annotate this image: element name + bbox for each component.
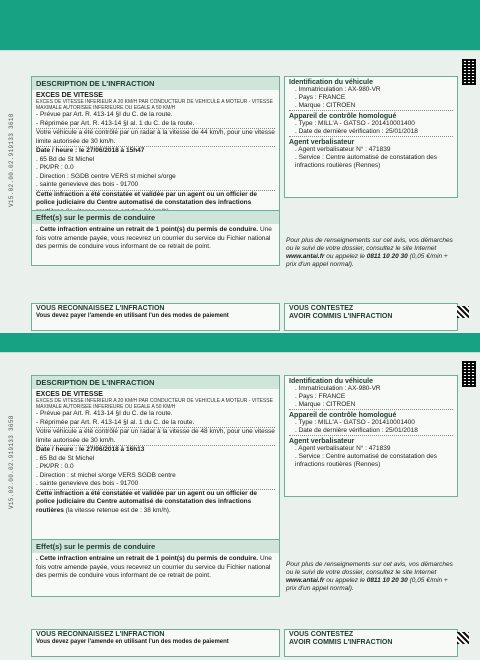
agent-title: Agent verbalisateur bbox=[289, 438, 355, 445]
antai-link[interactable]: www.antai.fr bbox=[286, 577, 325, 584]
vehicle-registration: . Immatriculation : AX-980-VR bbox=[295, 86, 381, 93]
device-title: Appareil de contrôle homologué bbox=[289, 113, 397, 120]
validation-bold: Cette infraction a été constatée et validée par un agent ou un officier de police judiciaire du Centre automatisé de constatation des infractions routières bbox=[36, 489, 258, 514]
identification-panel bbox=[284, 76, 458, 198]
agent-service: . Service : Centre automatisé de constatation des infractions routières (Rennes) bbox=[295, 453, 437, 468]
location-city: . sainte genevieve des bois - 91700 bbox=[36, 480, 275, 490]
vehicle-title: Identification du véhicule bbox=[289, 79, 374, 86]
date-time: Date / heure : le 27/06/2018 à 15h47 bbox=[36, 147, 145, 154]
contestez-sub: AVOIR COMMIS L'INFRACTION bbox=[289, 313, 393, 320]
radar-speed-text: Votre véhicule a été contrôlé par un radar à la vitesse de 48 km/h, pour une vitesse limite autorisée de 30 km/h. bbox=[36, 428, 275, 446]
info-block bbox=[286, 561, 454, 593]
rule-prevue: - Prévue par Art. R. 413-14 §I du C. de la route. bbox=[36, 111, 173, 118]
device-check-date: . Date de dernière vérification : 25/01/2018 bbox=[289, 427, 453, 436]
effects-text bbox=[36, 226, 275, 252]
vehicle-country: . Pays : FRANCE bbox=[295, 94, 346, 101]
contestez-sub: AVOIR COMMIS L'INFRACTION bbox=[289, 639, 393, 646]
vehicle-brand: . Marque : CITROEN bbox=[289, 401, 453, 410]
antai-link[interactable]: www.antai.fr bbox=[286, 253, 325, 260]
device-title: Appareil de contrôle homologué bbox=[289, 412, 397, 419]
side-reference-code: V15.02.00.02.919133 3658 bbox=[8, 415, 15, 509]
info-text: Pour plus de renseignements sur cet avis, vos démarches ou le suivi de votre dossier, consultez le site Internet bbox=[286, 237, 453, 252]
qr-code-icon bbox=[462, 361, 476, 387]
device-type: . Type : MILL'A - GATSO - 201410001400 bbox=[295, 120, 415, 127]
agent-number: . Agent verbalisateur N° : 471839 bbox=[295, 445, 391, 452]
rule-prevue: - Prévue par Art. R. 413-14 §I du C. de la route. bbox=[36, 410, 173, 417]
qr-code-small-icon bbox=[457, 632, 469, 644]
contest-box bbox=[284, 629, 458, 657]
offence-title: EXCES DE VITESSE bbox=[36, 391, 103, 398]
notice-sheet-1 bbox=[0, 50, 480, 333]
identification-panel bbox=[284, 375, 458, 497]
effects-title: Effet(s) sur le permis de conduire bbox=[32, 211, 279, 224]
pay-box bbox=[31, 303, 280, 331]
location-pkpr: . PK/PR : 0.0 bbox=[36, 463, 74, 470]
vehicle-registration: . Immatriculation : AX-980-VR bbox=[295, 385, 381, 392]
validation-bold: Cette infraction a été constatée et validée par un agent ou un officier de police judiciaire du Centre automatisé de constatation des infractions bbox=[36, 190, 258, 206]
agent-number: . Agent verbalisateur N° : 471839 bbox=[295, 146, 391, 153]
reconnaissez-text: Vous devez payer l'amende en utilisant l'un des modes de paiement bbox=[36, 639, 229, 645]
validation-text bbox=[36, 490, 275, 516]
info-text: Pour plus de renseignements sur cet avis, vos démarches ou le suivi de votre dossier, consultez le site Internet bbox=[286, 561, 453, 576]
offence-detail: EXCES DE VITESSE INFERIEUR A 20 KM/H PAR CONDUCTEUR DE VEHICULE A MOTEUR - VITESSE MAXIMALE AUTORISEE INFERIEURE OU EGALE A 50 KM/H bbox=[36, 398, 273, 410]
location-direction: . Direction : SGDB centre VERS st michel s/orge bbox=[36, 172, 176, 180]
qr-code-small-icon bbox=[457, 306, 469, 318]
description-title: DESCRIPTION DE L'INFRACTION bbox=[32, 376, 279, 389]
vehicle-brand: . Marque : CITROEN bbox=[289, 102, 453, 111]
agent-title: Agent verbalisateur bbox=[289, 139, 355, 146]
rule-reprimee: - Réprimée par Art. R. 413-14 §I al. 1 du C. de la route. bbox=[36, 419, 275, 429]
side-reference-code: V15.02.00.02.919133 3618 bbox=[8, 113, 15, 207]
phone-number[interactable]: 0811 10 20 30 bbox=[366, 577, 408, 584]
effects-detail: Une fois votre amende payée, vous recevrez un courrier du service du Fichier national des permis de conduire vous informant de ce retrait de point. bbox=[36, 226, 272, 250]
location-pkpr: . PK/PR : 0.0 bbox=[36, 164, 74, 171]
device-type: . Type : MILL'A - GATSO - 201410001400 bbox=[295, 419, 415, 426]
location-address: . 65 Bd de St Michel bbox=[36, 155, 95, 163]
effects-bold: . Cette infraction entraine un retrait de 1 point(s) du permis de conduire. bbox=[36, 226, 259, 233]
phone-number[interactable]: 0811 10 20 30 bbox=[366, 253, 408, 260]
vehicle-title: Identification du véhicule bbox=[289, 378, 374, 385]
vehicle-country: . Pays : FRANCE bbox=[295, 393, 346, 400]
notice-sheet-2 bbox=[0, 352, 480, 660]
effects-detail: Une fois votre amende payée, vous recevrez un courrier du service du Fichier national des permis de conduire vous informant de ce retrait de point. bbox=[36, 555, 272, 579]
validation-speed: (la vitesse retenue est de : 38 km/h). bbox=[65, 506, 171, 514]
contestez-title: VOUS CONTESTEZ bbox=[289, 631, 354, 638]
info-price: (0,05 €/min + prix d'un appel normal). bbox=[286, 253, 448, 268]
info-price: (0,05 €/min + prix d'un appel normal). bbox=[286, 577, 448, 592]
license-effects-panel bbox=[31, 210, 280, 266]
reconnaissez-text: Vous devez payer l'amende en utilisant l'un des modes de paiement bbox=[36, 313, 229, 319]
device-check-date: . Date de dernière vérification : 25/01/2018 bbox=[289, 128, 453, 137]
agent-service: . Service : Centre automatisé de constatation des infractions routières (Rennes) bbox=[295, 154, 437, 169]
description-title: DESCRIPTION DE L'INFRACTION bbox=[32, 77, 279, 90]
effects-bold: . Cette infraction entraine un retrait de 1 point(s) du permis de conduire. bbox=[36, 555, 259, 562]
date-time: Date / heure : le 27/06/2018 à 16h13 bbox=[36, 446, 145, 453]
reconnaissez-title: VOUS RECONNAISSEZ L'INFRACTION bbox=[36, 305, 165, 312]
pay-box bbox=[31, 629, 280, 657]
contest-box bbox=[284, 303, 458, 331]
license-effects-panel bbox=[31, 539, 280, 597]
contestez-title: VOUS CONTESTEZ bbox=[289, 305, 354, 312]
offence-title: EXCES DE VITESSE bbox=[36, 92, 103, 99]
info-call: ou appelez le bbox=[326, 577, 365, 584]
effects-text bbox=[36, 555, 275, 581]
info-call: ou appelez le bbox=[326, 253, 365, 260]
location-address: . 65 Bd de St Michel bbox=[36, 454, 95, 462]
offence-detail: EXCES DE VITESSE INFERIEUR A 20 KM/H PAR CONDUCTEUR DE VEHICULE A MOTEUR - VITESSE MAXIMALE AUTORISEE INFERIEURE OU EGALE A 50 KM/H bbox=[36, 99, 273, 111]
qr-code-icon bbox=[462, 59, 476, 85]
reconnaissez-title: VOUS RECONNAISSEZ L'INFRACTION bbox=[36, 631, 165, 638]
radar-speed-text: Votre véhicule a été contrôlé par un radar à la vitesse de 44 km/h, pour une vitesse limite autorisée de 30 km/h. bbox=[36, 129, 275, 147]
description-panel bbox=[31, 375, 280, 547]
info-block bbox=[286, 237, 454, 269]
rule-reprimee: - Réprimée par Art. R. 413-14 §I al. 1 du C. de la route. bbox=[36, 120, 275, 130]
location-direction: . Direction : st michel s/orge VERS SGDB centre bbox=[36, 471, 176, 479]
effects-title: Effet(s) sur le permis de conduire bbox=[32, 540, 279, 553]
location-city: . sainte genevieve des bois - 91700 bbox=[36, 181, 275, 191]
